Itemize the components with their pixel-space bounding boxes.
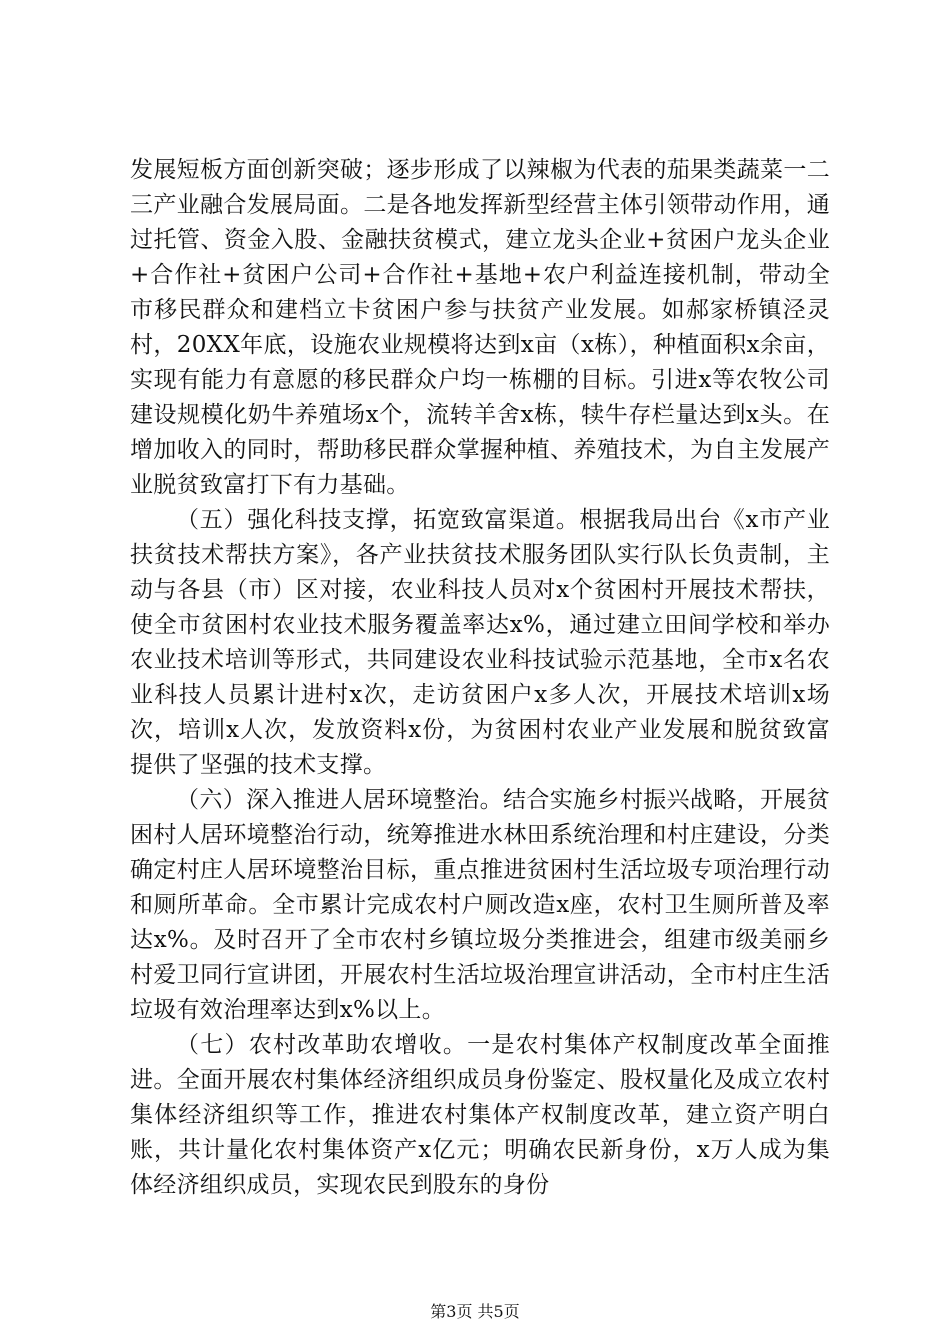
paragraph-continuation: 发展短板方面创新突破；逐步形成了以辣椒为代表的茄果类蔬菜一二三产业融合发展局面。二是各地发挥新型经营主体引领带动作用，通过托管、资金入股、金融扶贫模式，建立龙头企业+贫困户龙头企业+合作社+贫困户公司+合作社+基地+农户利益连接机制，带动全市移民群众和建档立卡贫困户参与扶贫产业发展。如郝家桥镇泾灵村，20XX年底，设施农业规模将达到x亩（x栋），种植面积x余亩，实现有能力有意愿的移民群众户均一栋棚的目标。引进x等农牧公司建设规模化奶牛养殖场x个，流转羊舍x栋，犊牛存栏量达到x头。在增加收入的同时，帮助移民群众掌握种植、养殖技术，为自主发展产业脱贫致富打下有力基础。	[130, 157, 830, 498]
document-body	[130, 153, 830, 1203]
page-number-footer: 第3页 共5页	[430, 1302, 520, 1321]
paragraph-section-six: （六）深入推进人居环境整治。结合实施乡村振兴战略，开展贫困村人居环境整治行动，统筹推进水林田系统治理和村庄建设，分类确定村庄人居环境整治目标，重点推进贫困村生活垃圾专项治理行动和厕所革命。全市累计完成农村户厕改造x座，农村卫生厕所普及率达x%。及时召开了全市农村乡镇垃圾分类推进会，组建市级美丽乡村爱卫同行宣讲团，开展农村生活垃圾治理宣讲活动，全市村庄生活垃圾有效治理率达到x%以上。	[130, 787, 830, 1023]
paragraph-section-seven: （七）农村改革助农增收。一是农村集体产权制度改革全面推进。全面开展农村集体经济组织成员身份鉴定、股权量化及成立农村集体经济组织等工作，推进农村集体产权制度改革，建立资产明白账，共计量化农村集体资产x亿元；明确农民新身份，x万人成为集体经济组织成员，实现农民到股东的身份	[130, 1032, 830, 1198]
paragraph-section-five: （五）强化科技支撑，拓宽致富渠道。根据我局出台《x市产业扶贫技术帮扶方案》，各产业扶贫技术服务团队实行队长负责制，主动与各县（市）区对接，农业科技人员对x个贫困村开展技术帮扶，使全市贫困村农业技术服务覆盖率达x%，通过建立田间学校和举办农业技术培训等形式，共同建设农业科技试验示范基地，全市x名农业科技人员累计进村x次，走访贫困户x多人次，开展技术培训x场次，培训x人次，发放资料x份，为贫困村农业产业发展和脱贫致富提供了坚强的技术支撑。	[130, 507, 830, 778]
